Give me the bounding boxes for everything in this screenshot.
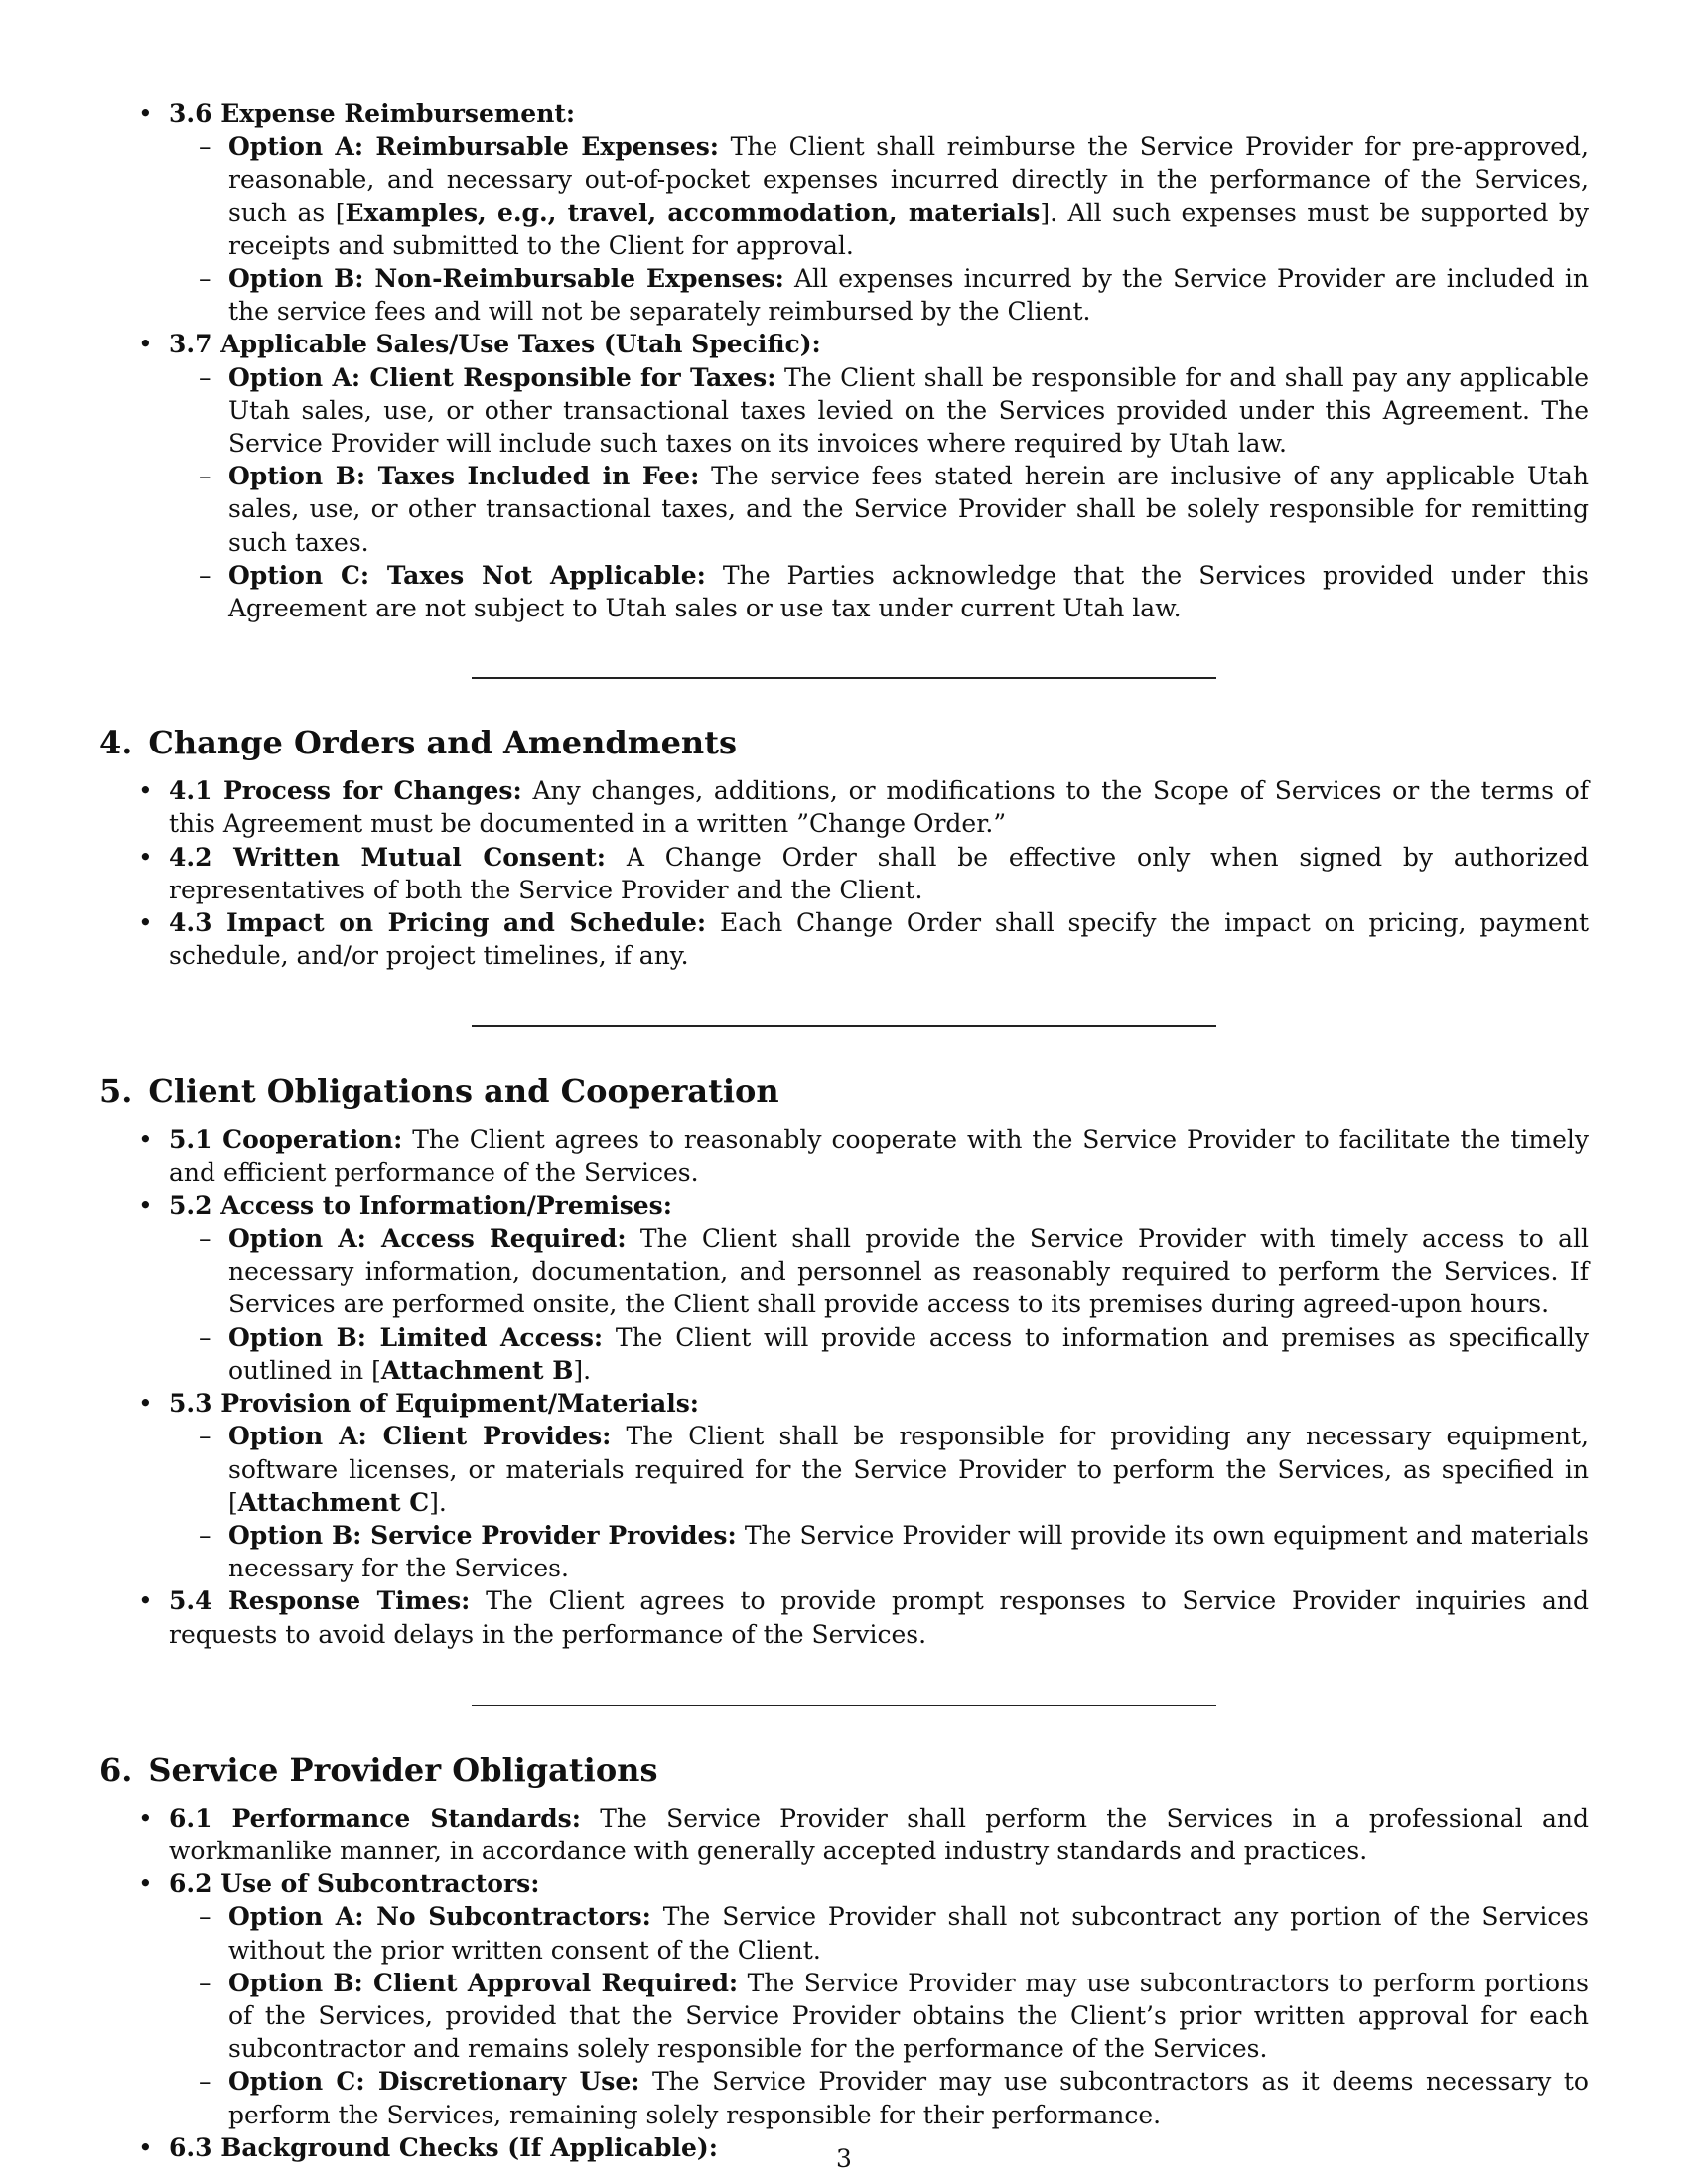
section-divider: [472, 677, 1216, 679]
section-divider: [472, 1705, 1216, 1706]
clause-5-2-option-b: – Option B: Limited Access: The Client will provide access to information and premises as specifically outlined in [Attachment B].: [99, 1321, 1589, 1387]
clause-5-3-option-a: – Option A: Client Provides: The Client shall be responsible for providing any necessary equipment, software licenses, or materials required for the Service Provider to perform the Services, as specified in [Attachment C].: [99, 1420, 1589, 1519]
section-6-heading: 6. Service Provider Obligations: [99, 1750, 658, 1789]
clause-5-3: • 5.3 Provision of Equipment/Materials:: [99, 1387, 1589, 1420]
clause-3-7-option-c: – Option C: Taxes Not Applicable: The Parties acknowledge that the Services provided under this Agreement are not subject to Utah sales or use tax under current Utah law.: [99, 559, 1589, 624]
clause-3-6-option-a: – Option A: Reimbursable Expenses: The Client shall reimburse the Service Provider for pre-approved, reasonable, and necessary out-of-pocket expenses incurred directly in the performance of the Services, such as [Examples, e.g., travel, accommodation, materials]. All such expenses must be supported by receipts and submitted to the Client for approval.: [99, 130, 1589, 262]
section-5-heading: 5. Client Obligations and Cooperation: [99, 1072, 779, 1111]
clause-3-7-option-b: – Option B: Taxes Included in Fee: The service fees stated herein are inclusive of any applicable Utah sales, use, or other transactional taxes, and the Service Provider shall be solely responsible for remitting such taxes.: [99, 460, 1589, 559]
clause-5-2-option-a: – Option A: Access Required: The Client shall provide the Service Provider with timely access to all necessary information, documentation, and personnel as reasonably required to perform the Services. If Services are performed onsite, the Client shall provide access to its premises during agreed-upon hours.: [99, 1222, 1589, 1321]
clause-6-3: • 6.3 Background Checks (If Applicable):: [99, 2131, 1589, 2164]
document-body: [99, 97, 1589, 2164]
clause-4-3: • 4.3 Impact on Pricing and Schedule: Each Change Order shall specify the impact on pricing, payment schedule, and/or project timelines, if any.: [99, 906, 1589, 972]
clause-6-2-option-b: – Option B: Client Approval Required: The Service Provider may use subcontractors to perform portions of the Services, provided that the Service Provider obtains the Client’s prior written approval for each subcontractor and remains solely responsible for the performance of the Services.: [99, 1967, 1589, 2066]
section-divider: [472, 1025, 1216, 1027]
page-number: 3: [836, 2144, 852, 2173]
clause-6-2: • 6.2 Use of Subcontractors:: [99, 1867, 1589, 1900]
section-4-heading: 4. Change Orders and Amendments: [99, 724, 737, 762]
clause-3-6: • 3.6 Expense Reimbursement:: [99, 97, 1589, 130]
clause-3-6-option-b: – Option B: Non-Reimbursable Expenses: All expenses incurred by the Service Provider are included in the service fees and will not be separately reimbursed by the Client.: [99, 262, 1589, 328]
clause-5-3-option-b: – Option B: Service Provider Provides: The Service Provider will provide its own equipment and materials necessary for the Services.: [99, 1519, 1589, 1584]
clause-5-4: • 5.4 Response Times: The Client agrees to provide prompt responses to Service Provider inquiries and requests to avoid delays in the performance of the Services.: [99, 1584, 1589, 1650]
clause-4-2: • 4.2 Written Mutual Consent: A Change Order shall be effective only when signed by authorized representatives of both the Service Provider and the Client.: [99, 841, 1589, 906]
clause-3-7-option-a: – Option A: Client Responsible for Taxes: The Client shall be responsible for and shall pay any applicable Utah sales, use, or other transactional taxes levied on the Services provided under this Agreement. The Service Provider will include such taxes on its invoices where required by Utah law.: [99, 361, 1589, 461]
clause-5-2: • 5.2 Access to Information/Premises:: [99, 1189, 1589, 1222]
clause-4-1: • 4.1 Process for Changes: Any changes, additions, or modifications to the Scope of Services or the terms of this Agreement must be documented in a written ”Change Order.”: [99, 774, 1589, 840]
clause-5-1: • 5.1 Cooperation: The Client agrees to reasonably cooperate with the Service Provider to facilitate the timely and efficient performance of the Services.: [99, 1123, 1589, 1188]
clause-6-2-option-c: – Option C: Discretionary Use: The Service Provider may use subcontractors as it deems necessary to perform the Services, remaining solely responsible for their performance.: [99, 2065, 1589, 2130]
clause-6-1: • 6.1 Performance Standards: The Service Provider shall perform the Services in a professional and workmanlike manner, in accordance with generally accepted industry standards and practices.: [99, 1802, 1589, 1867]
clause-6-2-option-a: – Option A: No Subcontractors: The Service Provider shall not subcontract any portion of the Services without the prior written consent of the Client.: [99, 1900, 1589, 1966]
clause-3-7: • 3.7 Applicable Sales/Use Taxes (Utah Specific):: [99, 328, 1589, 360]
